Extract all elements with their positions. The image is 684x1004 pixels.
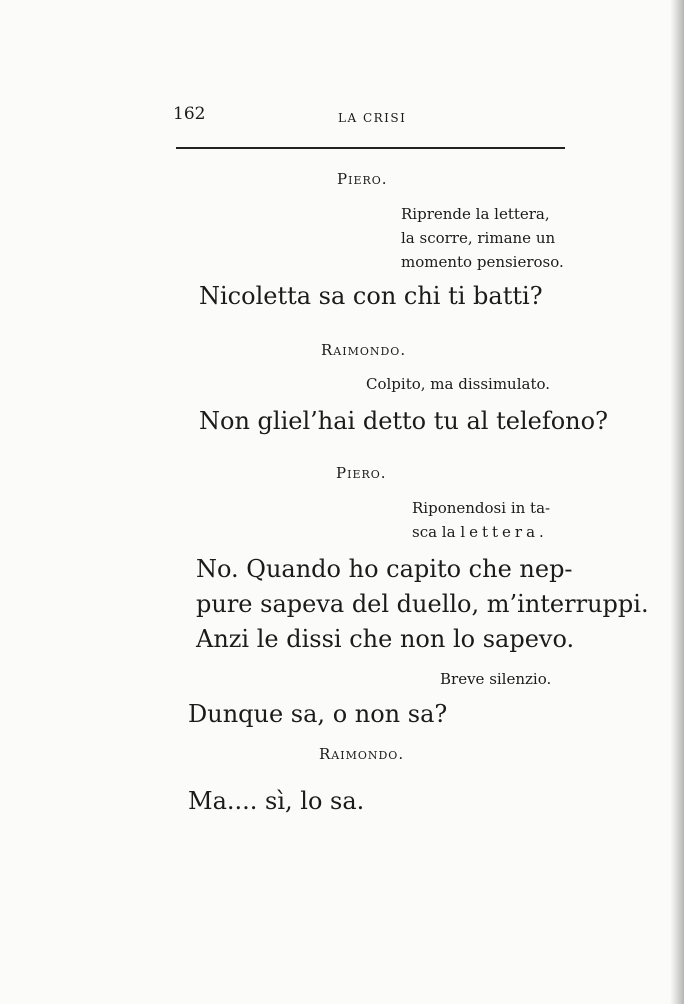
dialogue-line: Ma.... sì, lo sa. (188, 787, 365, 815)
speaker-raimondo: Raimondo. (321, 341, 407, 359)
stage-direction-line: Riponendosi in ta- (412, 499, 551, 517)
dialogue-line: pure sapeva del duello, m’interruppi. (196, 590, 649, 618)
dialogue-line: Dunque sa, o non sa? (188, 700, 448, 728)
dialogue-line: Nicoletta sa con chi ti batti? (199, 282, 543, 310)
running-head: LA CRISI (338, 111, 407, 125)
stage-direction-line: momento pensieroso. (401, 253, 564, 271)
page-edge-shadow (670, 0, 684, 1004)
speaker-piero: Piero. (336, 464, 387, 482)
stage-direction-line: la scorre, rimane un (401, 229, 556, 247)
dialogue-line: Non gliel’hai detto tu al telefono? (199, 407, 608, 435)
header-rule (176, 147, 565, 149)
stage-direction-line: Riprende la lettera, (401, 205, 550, 223)
dialogue-line: Anzi le dissi che non lo sapevo. (196, 625, 575, 653)
stage-direction-1 (401, 202, 564, 274)
page-number: 162 (173, 104, 206, 124)
dialogue-paragraph (196, 552, 649, 657)
stage-direction-3 (412, 496, 550, 544)
stage-direction-spaced: lettera. (460, 523, 548, 541)
stage-direction-lead: sca la (412, 523, 461, 541)
speaker-piero: Piero. (337, 170, 388, 188)
speaker-raimondo: Raimondo. (319, 745, 405, 763)
stage-direction-4: Breve silenzio. (440, 670, 552, 688)
stage-direction-line (412, 520, 550, 544)
dialogue-line: No. Quando ho capito che nep- (196, 555, 573, 583)
stage-direction-2: Colpito, ma dissimulato. (366, 375, 551, 393)
